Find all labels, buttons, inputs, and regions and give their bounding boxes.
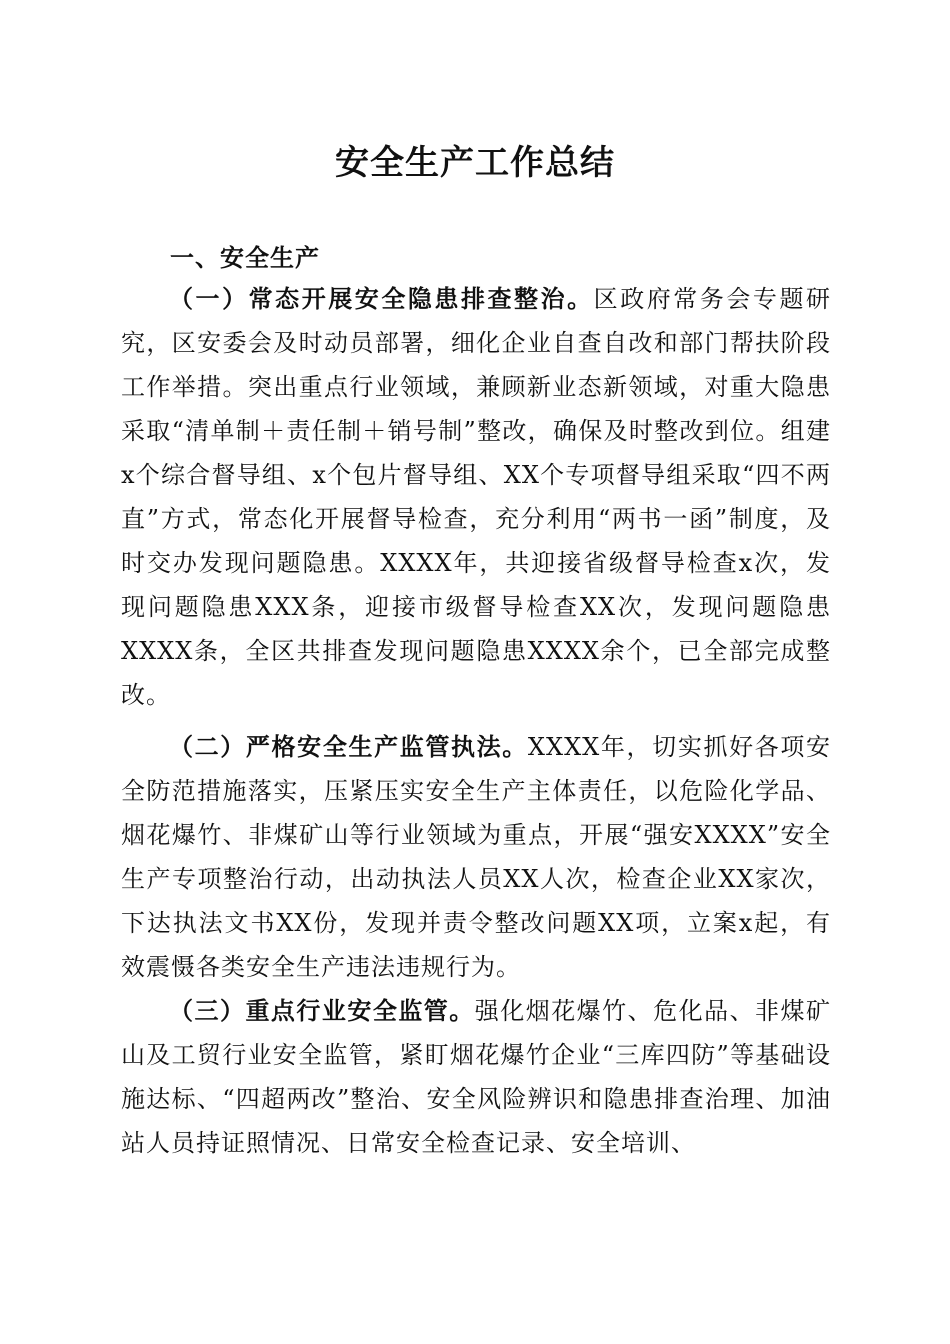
- paragraph-1-lead: （一）常态开展安全隐患排查整治。: [169, 284, 594, 313]
- document-title: 安全生产工作总结: [335, 143, 615, 183]
- section-heading: 一、安全生产: [170, 243, 320, 272]
- paragraph-3-lead: （三）重点行业安全监管。: [169, 996, 475, 1025]
- paragraph-1-body: 区政府常务会专题研究，区安委会及时动员部署，细化企业自查自改和部门帮扶阶段工作举措。突出重点行业领域，兼顾新业态新领域，对重大隐患采取“清单制＋责任制＋销号制”整改，确保及时整改到位。组建x个综合督导组、x个包片督导组、XX个专项督导组采取“四不两直”方式，常态化开展督导检查，充分利用“两书一函”制度，及时交办发现问题隐患。XXXX年，共迎接省级督导检查x次，发现问题隐患XXX条，迎接市级督导检查XX次，发现问题隐患XXXX条，全区共排查发现问题隐患XXXX余个，已全部完成整改。: [121, 285, 832, 709]
- paragraph-2: [121, 725, 831, 989]
- paragraph-2-lead: （二）严格安全生产监管执法。: [169, 732, 528, 761]
- paragraph-2-body: XXXX年，切实抓好各项安全防范措施落实，压紧压实安全生产主体责任，以危险化学品、烟花爆竹、非煤矿山等行业领域为重点，开展“强安XXXX”安全生产专项整治行动，出动执法人员XX人次，检查企业XX家次，下达执法文书XX份，发现并责令整改问题XX项，立案x起，有效震慑各类安全生产违法违规行为。: [121, 733, 832, 981]
- paragraph-3-body: 强化烟花爆竹、危化品、非煤矿山及工贸行业安全监管，紧盯烟花爆竹企业“三库四防”等基础设施达标、“四超两改”整治、安全风险辨识和隐患排查治理、加油站人员持证照情况、日常安全检查记录、安全培训、: [121, 997, 832, 1157]
- paragraph-3: [121, 989, 831, 1165]
- paragraph-1: [121, 277, 831, 717]
